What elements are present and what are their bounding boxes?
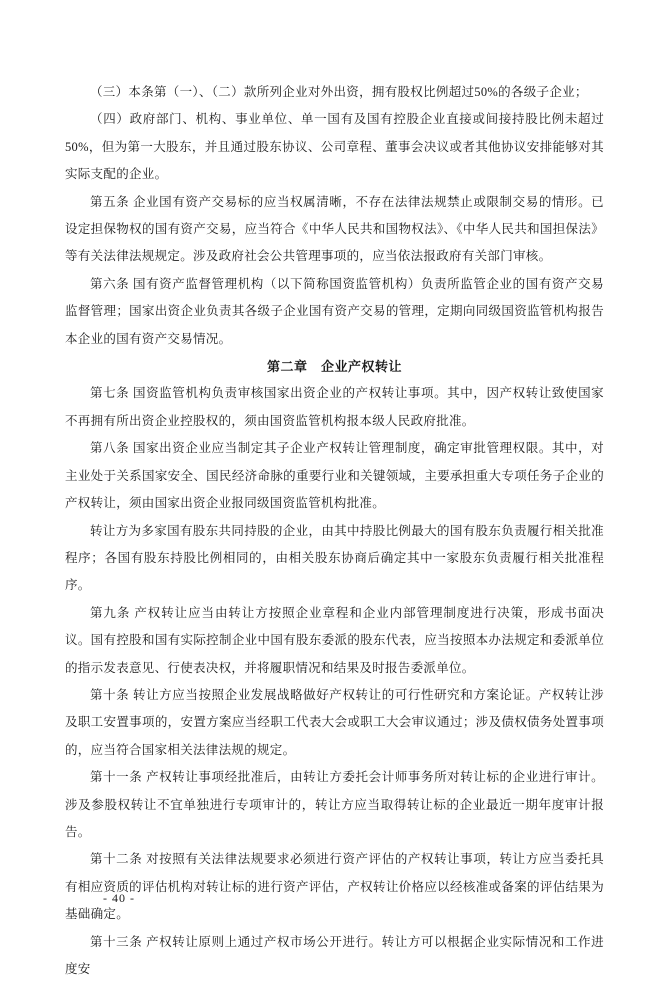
paragraph-article-5: 第五条 企业国有资产交易标的应当权属清晰，不存在法律法规禁止或限制交易的情形。已设定担保物权的国有资产交易，应当符合《中华人民共和国物权法》、《中华人民共和国担保法》等有关法律法规规定。涉及政府社会公共管理事项的，应当依法报政府有关部门审核。 — [65, 194, 604, 264]
page-number: - 40 - — [103, 891, 135, 905]
paragraph-article-8-cont: 转让方为多家国有股东共同持股的企业，由其中持股比例最大的国有股东负责履行相关批准程序；各国有股东持股比例相同的，由相关股东协商后确定其中一家股东负责履行相关批准程序。 — [65, 523, 604, 593]
paragraph-article-8: 第八条 国家出资企业应当制定其子企业产权转让管理制度，确定审批管理权限。其中，对主业处于关系国家安全、国民经济命脉的重要行业和关键领域，主要承担重大专项任务子企业的产权转让，须由国家出资企业报同级国资监管机构批准。 — [65, 441, 604, 511]
document-body — [65, 79, 604, 983]
paragraph-article-12: 第十二条 对按照有关法律法规要求必须进行资产评估的产权转让事项，转让方应当委托具有相应资质的评估机构对转让标的进行资产评估，产权转让价格应以经核准或备案的评估结果为基础确定。 — [65, 852, 604, 922]
chapter-heading: 第二章 企业产权转让 — [266, 359, 402, 375]
paragraph-article-10: 第十条 转让方应当按照企业发展战略做好产权转让的可行性研究和方案论证。产权转让涉及职工安置事项的，安置方案应当经职工代表大会或职工大会审议通过；涉及债权债务处置事项的，应当符合国家相关法律法规的规定。 — [65, 687, 604, 757]
paragraph-article-11: 第十一条 产权转让事项经批准后，由转让方委托会计师事务所对转让标的企业进行审计。涉及参股权转让不宜单独进行专项审计的，转让方应当取得转让标的企业最近一期年度审计报告。 — [65, 770, 604, 839]
paragraph-article-9: 第九条 产权转让应当由转让方按照企业章程和企业内部管理制度进行决策，形成书面决议。国有控股和国有实际控制企业中国有股东委派的股东代表，应当按照本办法规定和委派单位的指示发表意见、行使表决权，并将履职情况和结果及时报告委派单位。 — [65, 605, 604, 675]
paragraph-item-4: （四）政府部门、机构、事业单位、单一国有及国有控股企业直接或间接持股比例未超过50%，但为第一大股东，并且通过股东协议、公司章程、董事会决议或者其他协议安排能够对其实际支配的企业。 — [65, 112, 604, 182]
paragraph-article-13: 第十三条 产权转让原则上通过产权市场公开进行。转让方可以根据企业实际情况和工作进度安 — [65, 934, 604, 976]
paragraph-article-7: 第七条 国资监管机构负责审核国家出资企业的产权转让事项。其中，因产权转让致使国家不再拥有所出资企业控股权的，须由国资监管机构报本级人民政府批准。 — [65, 386, 604, 428]
paragraph-item-3: （三）本条第（一）、（二）款所列企业对外出资，拥有股权比例超过50%的各级子企业； — [90, 85, 588, 99]
paragraph-article-6: 第六条 国有资产监督管理机构（以下简称国资监管机构）负责所监管企业的国有资产交易监督管理；国家出资企业负责其各级子企业国有资产交易的管理，定期向同级国资监管机构报告本企业的国有资产交易情况。 — [65, 276, 604, 346]
